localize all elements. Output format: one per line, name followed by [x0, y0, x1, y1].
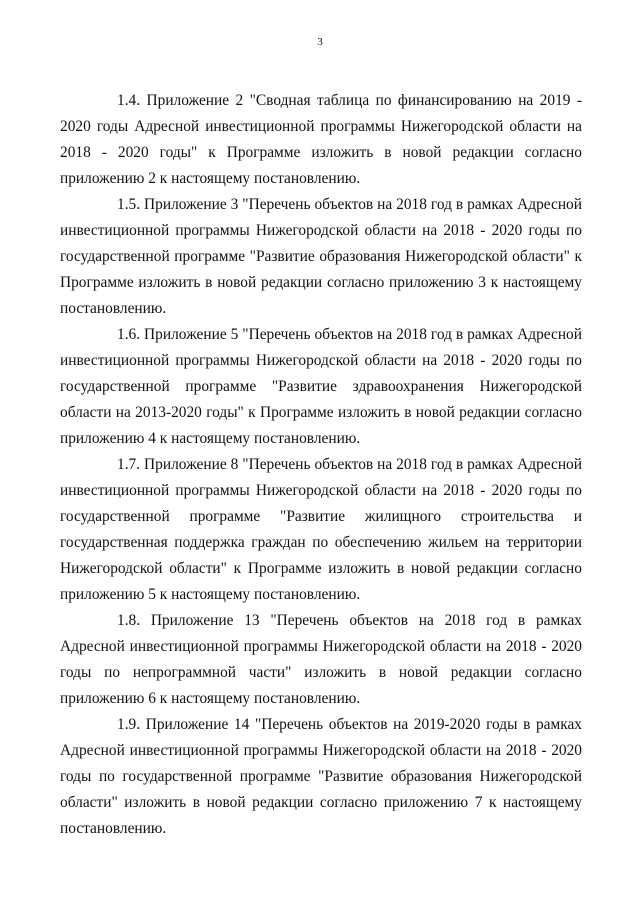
paragraph-1-4: 1.4. Приложение 2 "Сводная таблица по финансированию на 2019 - 2020 годы Адресной инвестиционной программы Нижегородской области на 2018 - 2020 годы" к Программе изложить в новой редакции согласно приложению 2 к настоящему постановлению. — [60, 92, 582, 187]
document-body — [60, 88, 582, 842]
paragraph-1-9: 1.9. Приложение 14 "Перечень объектов на 2019-2020 годы в рамках Адресной инвестиционной программы Нижегородской области на 2018 - 2020 годы по государственной программе "Развитие образования Нижегородской области" изложить в новой редакции согласно приложению 7 к настоящему постановлению. — [60, 716, 582, 837]
paragraph-1-6: 1.6. Приложение 5 "Перечень объектов на 2018 год в рамках Адресной инвестиционной программы Нижегородской области на 2018 - 2020 годы по государственной программе "Развитие здравоохранения Нижегородской области на 2013-2020 годы" к Программе изложить в новой редакции согласно приложению 4 к настоящему постановлению. — [60, 326, 582, 447]
paragraph-1-5: 1.5. Приложение 3 "Перечень объектов на 2018 год в рамках Адресной инвестиционной программы Нижегородской области на 2018 - 2020 годы по государственной программе "Развитие образования Нижегородской области" к Программе изложить в новой редакции согласно приложению 3 к настоящему постановлению. — [60, 196, 582, 317]
page-number: 3 — [317, 36, 323, 48]
paragraph-1-8: 1.8. Приложение 13 "Перечень объектов на 2018 год в рамках Адресной инвестиционной программы Нижегородской области на 2018 - 2020 годы по непрограммной части" изложить в новой редакции согласно приложению 6 к настоящему постановлению. — [60, 612, 582, 707]
paragraph-1-7: 1.7. Приложение 8 "Перечень объектов на 2018 год в рамках Адресной инвестиционной программы Нижегородской области на 2018 - 2020 годы по государственной программе "Развитие жилищного строительства и государственная поддержка граждан по обеспечению жильем на территории Нижегородской области" к Программе изложить в новой редакции согласно приложению 5 к настоящему постановлению. — [60, 456, 582, 603]
